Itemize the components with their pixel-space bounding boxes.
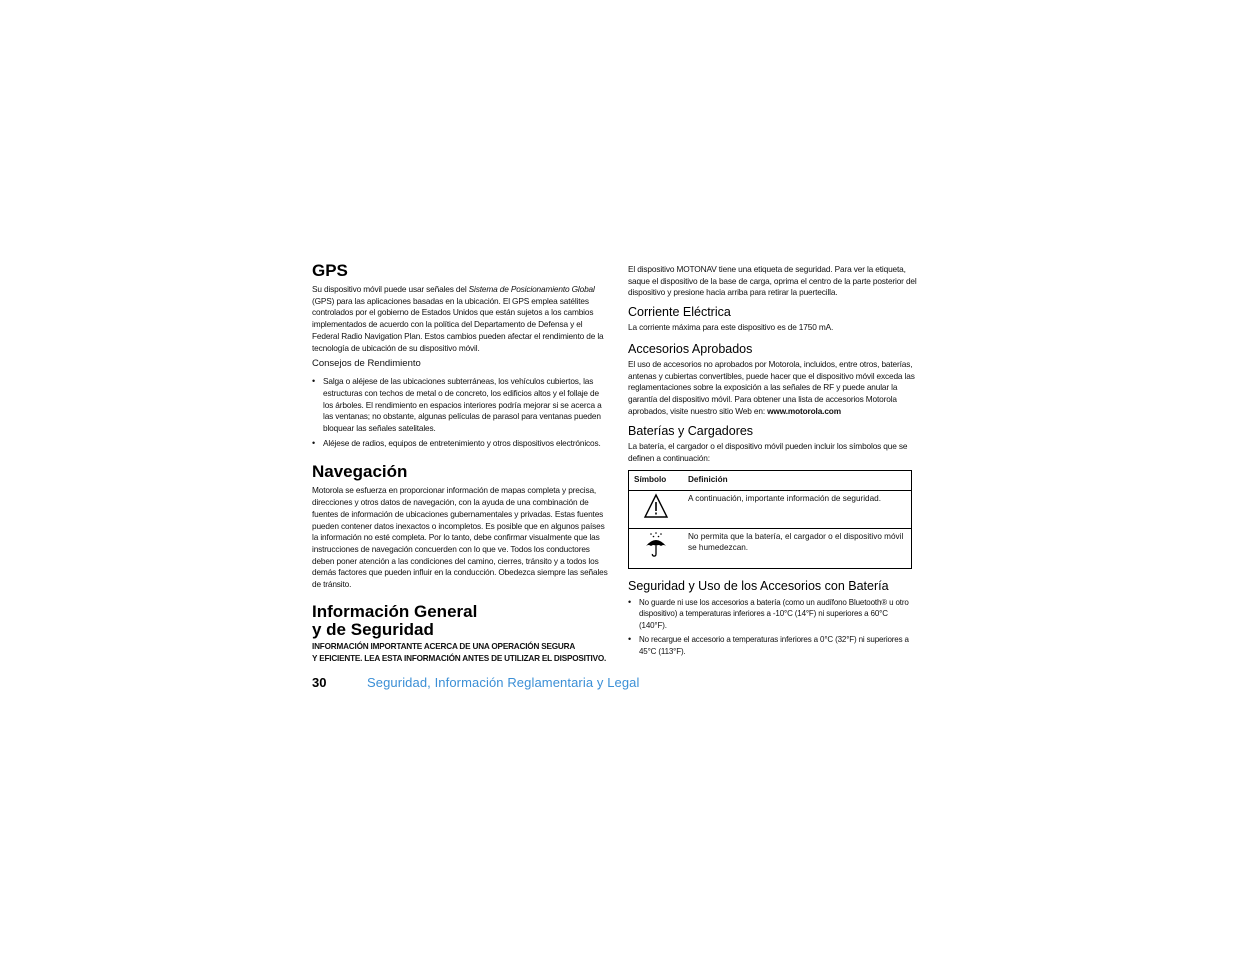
left-column <box>312 262 608 665</box>
footer-section-title: Seguridad, Información Reglamentaria y Legal <box>367 675 640 690</box>
batteries-heading: Baterías y Cargadores <box>628 424 754 439</box>
info-heading-line1: Información General <box>312 601 478 621</box>
gps-text-post: (GPS) para las aplicaciones basadas en la ubicación. El GPS emplea satélites controlados por el gobierno de Estados Unidos que están sujetos a los cambios implementados de acuerdo con la política del Departamento de Defensa y el Federal Radio Navigation Plan. Estos cambios pueden afectar el rendimiento de la tecnología de ubicación de su dispositivo móvil. <box>312 295 604 353</box>
motorola-link[interactable]: www.motorola.com <box>767 405 841 416</box>
accessories-paragraph <box>628 359 922 418</box>
gps-text-emphasis: Sistema de Posicionamiento Global <box>468 284 595 294</box>
batteries-paragraph: La batería, el cargador o el dispositivo móvil pueden incluir los símbolos que se definen a continuación: <box>628 441 908 464</box>
info-notice <box>312 641 608 665</box>
list-item: • No guarde ni use los accesorios a batería (como un audífono Bluetooth® u otro dispositivo) a temperaturas inferiores a -10°C (14°F) ni superiores a 60°C (140°F). <box>628 597 914 632</box>
current-paragraph: La corriente máxima para este dispositivo es de 1750 mA. <box>628 322 834 333</box>
label-intro-paragraph: El dispositivo MOTONAV tiene una etiqueta de seguridad. Para ver la etiqueta, saque el dispositivo de la base de carga, oprima el centro de la parte posterior del dispositivo y presione hacia arriba para retirar la puertecilla. <box>628 264 917 298</box>
tips-heading: Consejos de Rendimiento <box>312 358 421 370</box>
accessories-text: El uso de accesorios no aprobados por Motorola, incluidos, entre otros, baterías, antenas y cubiertas convertibles, puede hacer que el dispositivo móvil exceda las reglamentaciones sobre la exposición a las señales de RF y puede anular la garantía del dispositivo móvil. Para obtener una lista de accesorios Motorola aprobados, visite nuestro sitio Web en: <box>628 358 915 416</box>
gps-heading: GPS <box>312 261 348 280</box>
definition-column-header: Definición <box>683 470 912 490</box>
right-column <box>628 264 922 660</box>
umbrella-rain-icon <box>643 531 669 559</box>
table-row <box>629 528 912 568</box>
warning-triangle-icon <box>643 493 669 519</box>
symbol-cell <box>629 528 684 568</box>
accessories-heading: Accesorios Aprobados <box>628 341 753 356</box>
gps-text-pre: Su dispositivo móvil puede usar señales del <box>312 284 469 294</box>
list-item: • No recargue el accesorio a temperaturas inferiores a 0°C (32°F) ni superiores a 45°C (113°F). <box>628 634 914 657</box>
info-heading <box>312 603 608 639</box>
tips-list <box>312 376 608 449</box>
current-heading: Corriente Eléctrica <box>628 305 731 320</box>
list-item: • Salga o aléjese de las ubicaciones subterráneas, los vehículos cubiertos, las estructuras con techos de metal o de concreto, los edificios altos y el follaje de los árboles. El rendimiento en espacios interiores podría mejorar si se acerca a las ventanas; no obstante, algunas películas de parasol para ventanas pueden bloquear las señales satelitales. <box>312 376 608 435</box>
navigation-paragraph: Motorola se esfuerza en proporcionar información de mapas completa y precisa, direcciones y otros datos de navegación, con la ayuda de una combinación de fuentes de información de ubicaciones gubernamentales y privadas. Estas fuentes pueden contener datos inexactos o incompletos. Es posible que en algunos países la información no esté completa. Por lo tanto, debe confirmar visualmente que las instrucciones de navegación concuerden con lo que ve. Todos los conductores deben poner atención a las condiciones del camino, cierres, tránsito y a todos los demás factores que pueden influir en la conducción. Obedezca siempre las señales de tránsito. <box>312 485 608 590</box>
info-notice-line1: INFORMACIÓN IMPORTANTE ACERCA DE UNA OPERACIÓN SEGURA <box>312 641 576 651</box>
symbol-table <box>628 470 912 569</box>
gps-paragraph <box>312 284 608 354</box>
definition-cell: A continuación, importante información de seguridad. <box>683 490 912 528</box>
symbol-column-header: Símbolo <box>629 470 684 490</box>
table-row <box>629 490 912 528</box>
navigation-heading: Navegación <box>312 462 408 482</box>
table-header-row <box>629 470 912 490</box>
page-number: 30 <box>312 675 327 690</box>
battery-safety-list <box>628 597 914 658</box>
definition-cell: No permita que la batería, el cargador o el dispositivo móvil se humedezcan. <box>683 528 912 568</box>
list-item: • Aléjese de radios, equipos de entretenimiento y otros dispositivos electrónicos. <box>312 438 608 450</box>
info-heading-line2: y de Seguridad <box>312 619 434 639</box>
info-notice-line2: Y EFICIENTE. LEA ESTA INFORMACIÓN ANTES DE UTILIZAR EL DISPOSITIVO. <box>312 653 607 663</box>
battery-safety-heading: Seguridad y Uso de los Accesorios con Batería <box>628 578 889 593</box>
symbol-cell <box>629 490 684 528</box>
